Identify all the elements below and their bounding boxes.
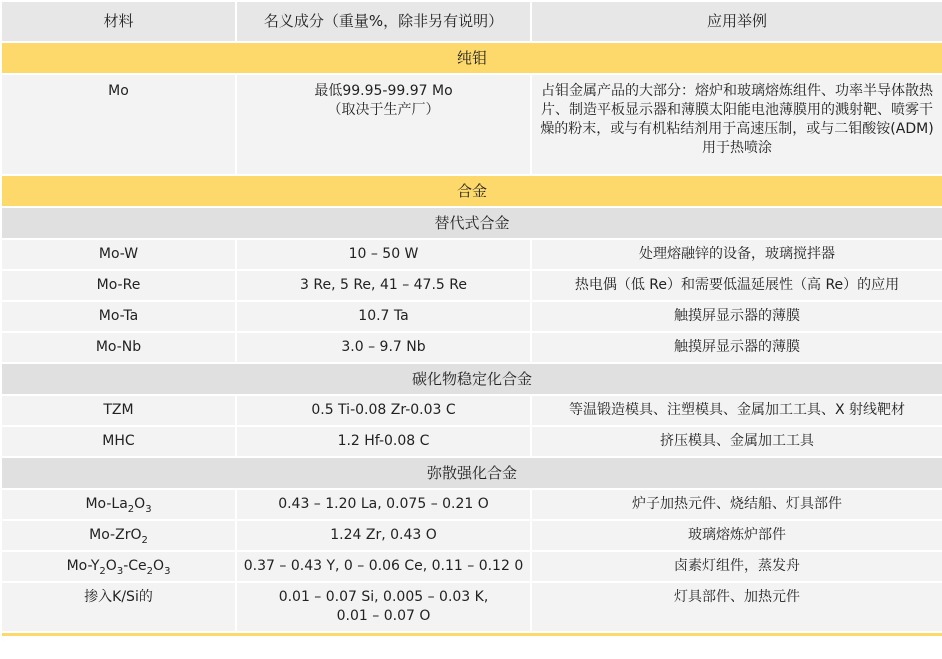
application-cell: 卤素灯组件，蒸发舟 [531,551,942,582]
application-cell: 触摸屏显示器的薄膜 [531,332,942,363]
section-row-alloy [1,175,942,207]
table-row [1,332,942,363]
header-material: 材料 [1,1,236,42]
formula-part: Mo-ZrO [89,527,142,543]
header-application: 应用举例 [531,1,942,42]
header-composition: 名义成分（重量%，除非另有说明） [236,1,531,42]
section-title-pure: 纯钼 [1,42,942,74]
application-cell: 灯具部件、加热元件 [531,582,942,632]
formula-part: Mo-La [85,496,128,512]
material-cell [1,489,236,520]
material-cell [1,520,236,551]
subsection-row-substitutional [1,207,942,239]
composition-line: 最低99.95-99.97 Mo [314,83,453,99]
section-row-pure [1,42,942,74]
formula-subscript: 2 [146,565,154,577]
table-row [1,270,942,301]
formula-part: Mo-Y [66,558,100,574]
table-row [1,551,942,582]
table-row [1,582,942,632]
subsection-title-carbide: 碳化物稳定化合金 [1,363,942,395]
material-cell: Mo-Re [1,270,236,301]
table-row [1,426,942,457]
application-cell: 触摸屏显示器的薄膜 [531,301,942,332]
composition-line: （取决于生产厂） [327,102,440,118]
table-row [1,489,942,520]
material-cell: Mo-W [1,239,236,270]
application-cell: 等温锻造模具、注塑模具、金属加工工具、X 射线靶材 [531,395,942,426]
material-cell: MHC [1,426,236,457]
formula-part: O [153,558,165,574]
table-row [1,74,942,175]
composition-cell: 0.5 Ti-0.08 Zr-0.03 C [236,395,531,426]
application-cell: 挤压模具、金属加工工具 [531,426,942,457]
composition-cell: 10 – 50 W [236,239,531,270]
composition-cell: 10.7 Ta [236,301,531,332]
material-cell [1,551,236,582]
formula-part: O [105,558,117,574]
composition-line: 0.01 – 0.07 O [336,608,431,624]
table-bottom-stripe [1,632,942,637]
table-row [1,301,942,332]
material-cell: Mo [1,74,236,175]
subsection-title-substitutional: 替代式合金 [1,207,942,239]
formula-subscript: 3 [116,565,124,577]
table-header-row [1,1,942,42]
composition-cell: 0.37 – 0.43 Y, 0 – 0.06 Ce, 0.11 – 0.12 0 [236,551,531,582]
composition-cell: 3.0 – 9.7 Nb [236,332,531,363]
composition-cell: 1.24 Zr, 0.43 O [236,520,531,551]
table-row [1,239,942,270]
composition-line: 0.01 – 0.07 Si, 0.005 – 0.03 K, [278,589,489,605]
subsection-row-dispersion [1,457,942,489]
composition-cell [236,74,531,175]
material-cell: TZM [1,395,236,426]
application-cell: 炉子加热元件、烧结船、灯具部件 [531,489,942,520]
formula-subscript: 3 [164,565,171,577]
composition-cell: 0.43 – 1.20 La, 0.075 – 0.21 O [236,489,531,520]
formula-subscript: 2 [99,565,106,577]
formula-subscript: 2 [141,534,148,546]
formula-part: O [134,496,146,512]
subsection-row-carbide [1,363,942,395]
material-cell: 掺入K/Si的 [1,582,236,632]
section-title-alloy: 合金 [1,175,942,207]
subsection-title-dispersion: 弥散强化合金 [1,457,942,489]
material-cell: Mo-Ta [1,301,236,332]
application-cell: 玻璃熔炼炉部件 [531,520,942,551]
formula-part: -Ce [123,558,147,574]
table-row [1,520,942,551]
application-cell: 热电偶（低 Re）和需要低温延展性（高 Re）的应用 [531,270,942,301]
composition-cell: 3 Re, 5 Re, 41 – 47.5 Re [236,270,531,301]
formula-subscript: 2 [127,503,135,515]
application-cell: 占钼金属产品的大部分：熔炉和玻璃熔炼组件、功率半导体散热片、制造平板显示器和薄膜太阳能电池薄膜用的溅射靶、喷雾干燥的粉末，或与有机粘结剂用于高速压制，或与二钼酸铵(ADM)用于热喷涂 [531,74,942,175]
application-cell: 处理熔融锌的设备，玻璃搅拌器 [531,239,942,270]
material-cell: Mo-Nb [1,332,236,363]
composition-cell [236,582,531,632]
composition-cell: 1.2 Hf-0.08 C [236,426,531,457]
formula-subscript: 3 [145,503,152,515]
bottom-stripe [1,632,942,637]
table-row [1,395,942,426]
